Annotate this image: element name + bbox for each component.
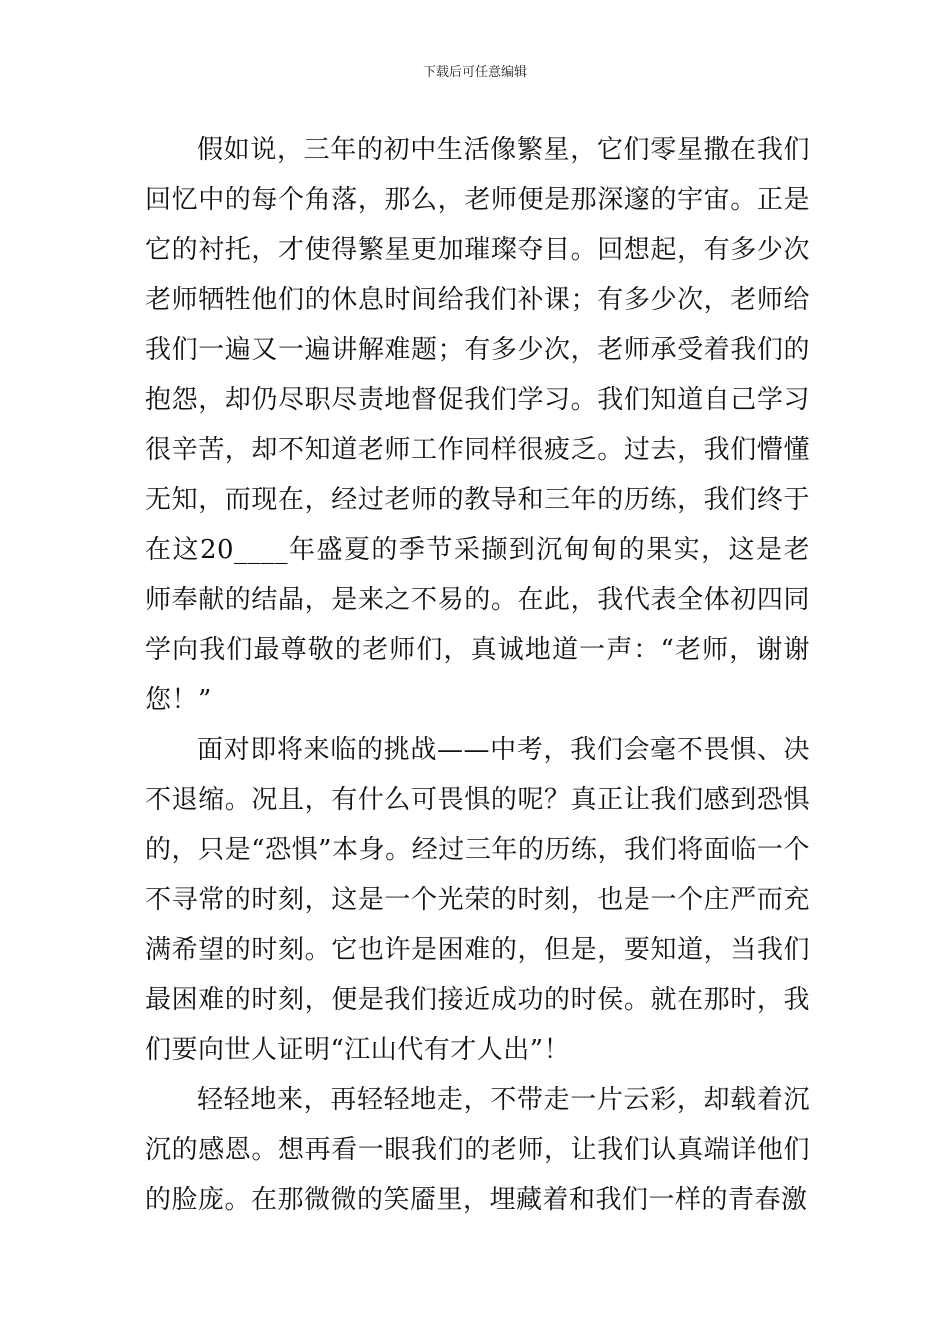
paragraph-2: 面对即将来临的挑战——中考，我们会毫不畏惧、决不退缩。况且，有什么可畏惧的呢？真正让我们感到恐惧的，只是“恐惧”本身。经过三年的历练，我们将面临一个不寻常的时刻，这是一个光荣的时刻，也是一个庄严而充满希望的时刻。它也许是困难的，但是，要知道，当我们最困难的时刻，便是我们接近成功的时侯。就在那时，我们要向世人证明“江山代有才人出”！ <box>145 735 810 1065</box>
document-body <box>145 125 810 1225</box>
paragraph-1: 假如说，三年的初中生活像繁星，它们零星撒在我们回忆中的每个角落，那么，老师便是那深邃的宇宙。正是它的衬托，才使得繁星更加璀璨夺目。回想起，有多少次老师牺牲他们的休息时间给我们补课；有多少次，老师给我们一遍又一遍讲解难题；有多少次，老师承受着我们的抱怨，却仍尽职尽责地督促我们学习。我们知道自己学习很辛苦，却不知道老师工作同样很疲乏。过去，我们懵懂无知，而现在，经过老师的教导和三年的历练，我们终于在这20____年盛夏的季节采撷到沉甸甸的果实，这是老师奉献的结晶，是来之不易的。在此，我代表全体初四同学向我们最尊敬的老师们，真诚地道一声：“老师，谢谢您！” <box>145 135 810 715</box>
page-header: 下载后可任意编辑 <box>422 65 527 80</box>
paragraph-3: 轻轻地来，再轻轻地走，不带走一片云彩，却载着沉沉的感恩。想再看一眼我们的老师，让我们认真端详他们的脸庞。在那微微的笑靥里，埋藏着和我们一样的青春激 <box>145 1085 810 1215</box>
